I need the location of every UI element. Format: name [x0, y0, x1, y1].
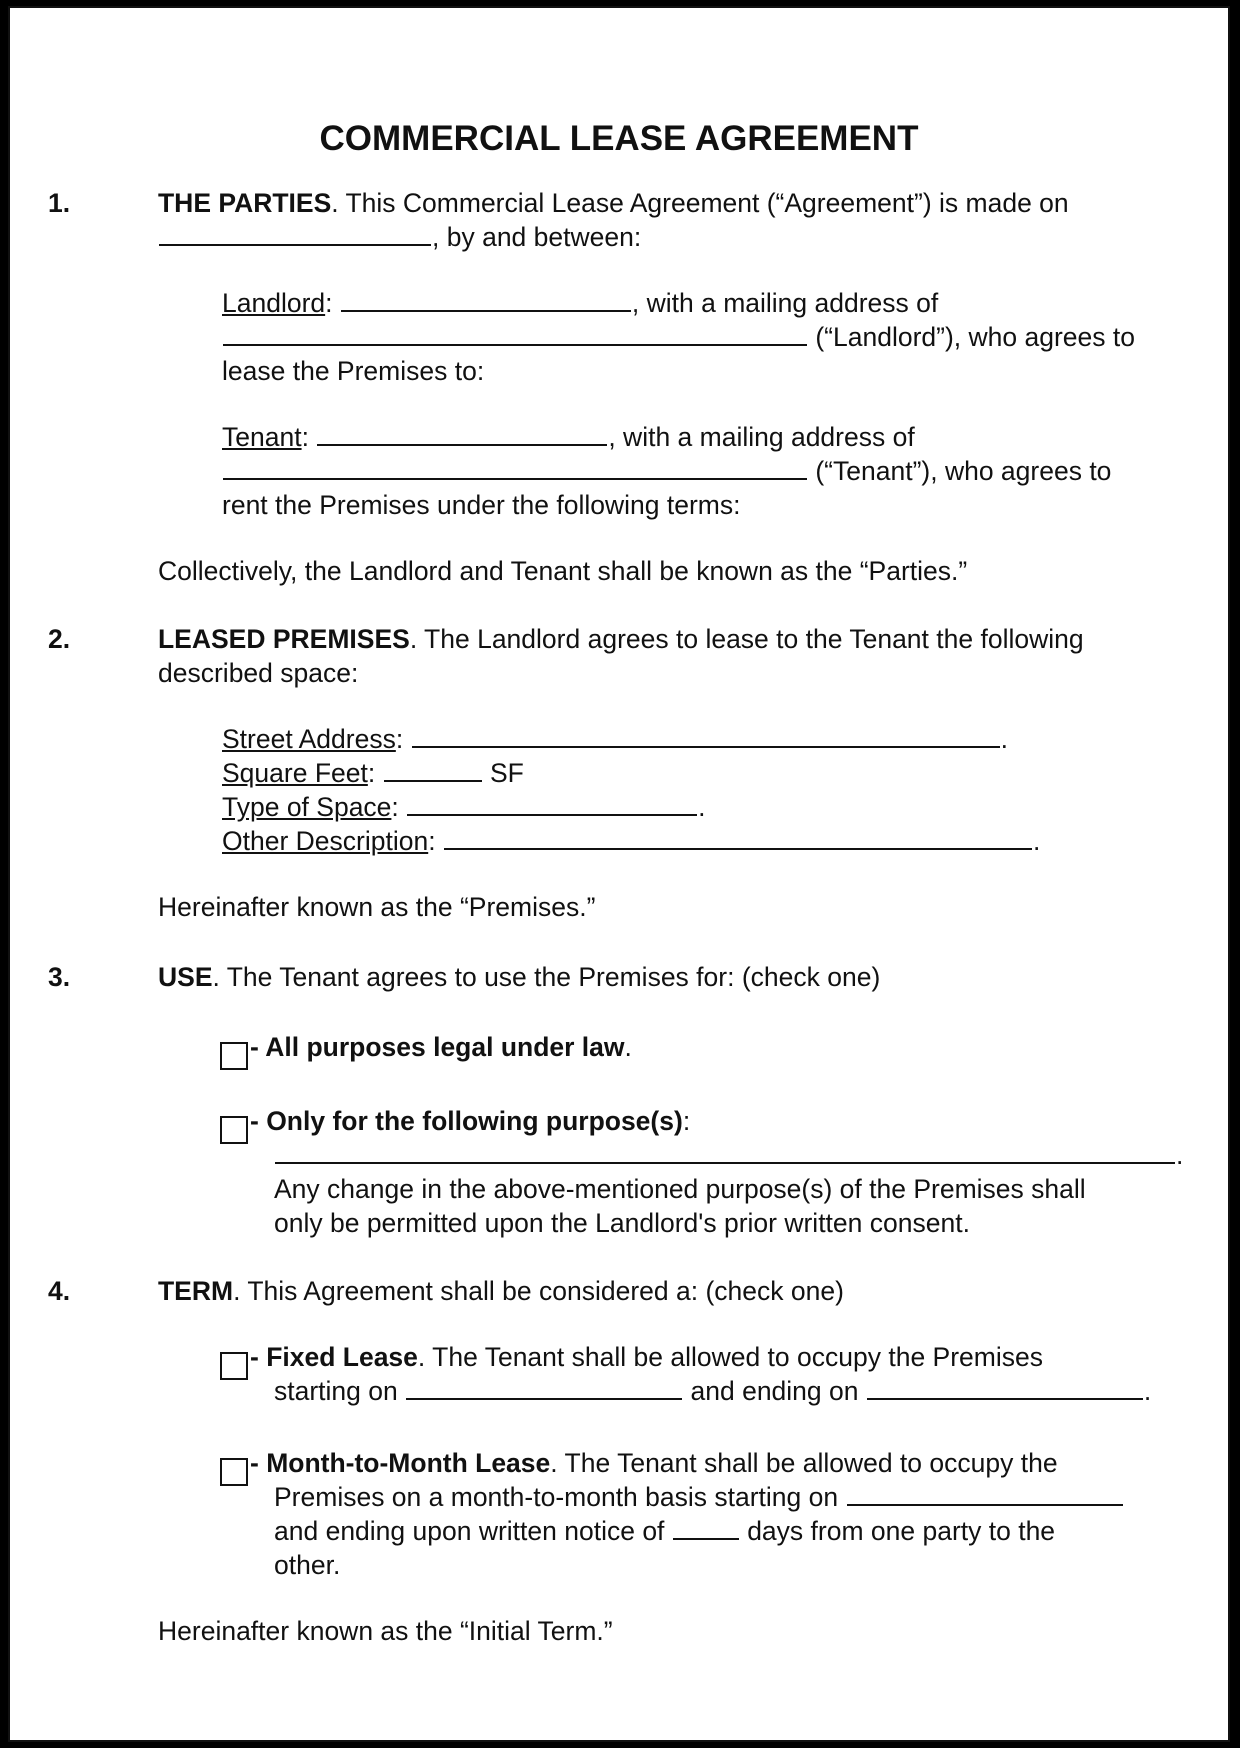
section-2-heading: LEASED PREMISES: [158, 624, 410, 654]
fixed-lease-checkbox[interactable]: [220, 1352, 248, 1380]
month-to-month-line3: and ending upon written notice of days from one party to the: [274, 1516, 1056, 1546]
landlord-line1: Landlord: , with a mailing address of: [222, 288, 939, 318]
by-and-between-text: , by and between:: [432, 222, 642, 252]
section-4-intro: [158, 1274, 844, 1308]
month-to-month-line1: - Month-to-Month Lease. The Tenant shall be allowed to occupy the: [250, 1448, 1058, 1478]
section-1-line2: [158, 220, 641, 254]
section-1-intro: [158, 186, 1069, 220]
type-of-space-blank[interactable]: [407, 790, 697, 816]
other-description-line: Other Description: .: [222, 826, 1041, 856]
month-to-month-start-blank[interactable]: [847, 1480, 1123, 1506]
month-to-month-line2: Premises on a month-to-month basis starting on: [274, 1480, 1124, 1514]
use-all-purposes-label: - All purposes legal under law.: [250, 1032, 632, 1062]
section-2-intro: [158, 622, 1084, 656]
use-specific-purpose-checkbox[interactable]: [220, 1116, 248, 1144]
fixed-lease-label: Fixed Lease: [266, 1342, 418, 1372]
fixed-lease-text: . The Tenant shall be allowed to occupy the Premises: [417, 1342, 1043, 1372]
landlord-line2: [222, 320, 1135, 354]
initial-term-hereinafter-text: Hereinafter known as the “Initial Term.”: [158, 1616, 613, 1646]
fixed-lease-line2: starting on and ending on .: [274, 1376, 1152, 1406]
tenant-name-blank[interactable]: [317, 420, 607, 446]
month-to-month-line4: other.: [274, 1550, 341, 1580]
fixed-starting-on-text: starting on: [274, 1376, 398, 1406]
fixed-end-date-blank[interactable]: [867, 1374, 1143, 1400]
purpose-change-line1: Any change in the above-mentioned purpose(s) of the Premises shall: [274, 1174, 1086, 1204]
tenant-line1: Tenant: , with a mailing address of: [222, 422, 915, 452]
use-specific-purpose-text: Only for the following purpose(s): [266, 1106, 683, 1136]
section-3-intro-text: . The Tenant agrees to use the Premises for: (check one): [212, 962, 881, 992]
landlord-line3: lease the Premises to:: [222, 356, 485, 386]
use-specific-purpose-label: - Only for the following purpose(s):: [250, 1106, 691, 1136]
page-title: COMMERCIAL LEASE AGREEMENT: [319, 119, 919, 158]
tenant-agrees-text: (“Tenant”), who agrees to: [808, 456, 1112, 486]
square-feet-unit: SF: [489, 758, 524, 788]
fixed-start-date-blank[interactable]: [406, 1374, 682, 1400]
agreement-date-blank[interactable]: [159, 220, 431, 246]
section-1-heading: THE PARTIES: [158, 188, 332, 218]
other-description-label: Other Description: [222, 826, 429, 856]
section-3-intro: [158, 960, 880, 994]
document-page: [10, 8, 1228, 1740]
purpose-blank[interactable]: [275, 1138, 1175, 1164]
section-4-heading: TERM: [158, 1276, 234, 1306]
square-feet-blank[interactable]: [384, 756, 482, 782]
notice-days-blank[interactable]: [673, 1514, 739, 1540]
section-3-heading: USE: [158, 962, 213, 992]
street-address-label: Street Address: [222, 724, 396, 754]
square-feet-label: Square Feet: [222, 758, 368, 788]
fixed-ending-on-text: and ending on: [690, 1376, 859, 1406]
tenant-address-blank[interactable]: [223, 454, 807, 480]
landlord-address-blank[interactable]: [223, 320, 807, 346]
month-to-month-label: Month-to-Month Lease: [266, 1448, 551, 1478]
tenant-mailing-text: , with a mailing address of: [608, 422, 915, 452]
section-1-number: 1.: [48, 188, 71, 218]
section-4-number: 4.: [48, 1276, 71, 1306]
section-2-line2: described space:: [158, 658, 359, 688]
section-2-number: 2.: [48, 624, 71, 654]
section-3-number: 3.: [48, 962, 71, 992]
fixed-lease-line1: - Fixed Lease. The Tenant shall be allowed to occupy the Premises: [250, 1342, 1043, 1372]
street-address-line: Street Address: .: [222, 724, 1008, 754]
collectively-text: Collectively, the Landlord and Tenant shall be known as the “Parties.”: [158, 556, 968, 586]
section-1-intro-text: . This Commercial Lease Agreement (“Agreement”) is made on: [331, 188, 1069, 218]
type-of-space-label: Type of Space: [222, 792, 392, 822]
landlord-agrees-text: (“Landlord”), who agrees to: [808, 322, 1135, 352]
landlord-label: Landlord: [222, 288, 326, 318]
use-all-purposes-text: All purposes legal under law: [265, 1032, 625, 1062]
other-description-blank[interactable]: [444, 824, 1032, 850]
street-address-blank[interactable]: [412, 722, 1000, 748]
month-to-month-text: . The Tenant shall be allowed to occupy the: [550, 1448, 1058, 1478]
section-2-intro-text: . The Landlord agrees to lease to the Tenant the following: [409, 624, 1084, 654]
tenant-line2: [222, 454, 1111, 488]
landlord-mailing-text: , with a mailing address of: [631, 288, 939, 318]
section-4-intro-text: . This Agreement shall be considered a: (check one): [233, 1276, 844, 1306]
premises-hereinafter-text: Hereinafter known as the “Premises.”: [158, 892, 596, 922]
purpose-blank-line: .: [274, 1138, 1183, 1172]
tenant-label: Tenant: [222, 422, 302, 452]
type-of-space-line: Type of Space: .: [222, 792, 706, 822]
square-feet-line: Square Feet: SF: [222, 758, 524, 788]
landlord-name-blank[interactable]: [341, 286, 631, 312]
use-all-purposes-checkbox[interactable]: [220, 1042, 248, 1070]
tenant-line3: rent the Premises under the following terms:: [222, 490, 741, 520]
month-to-month-checkbox[interactable]: [220, 1458, 248, 1486]
purpose-change-line2: only be permitted upon the Landlord's prior written consent.: [274, 1208, 970, 1238]
